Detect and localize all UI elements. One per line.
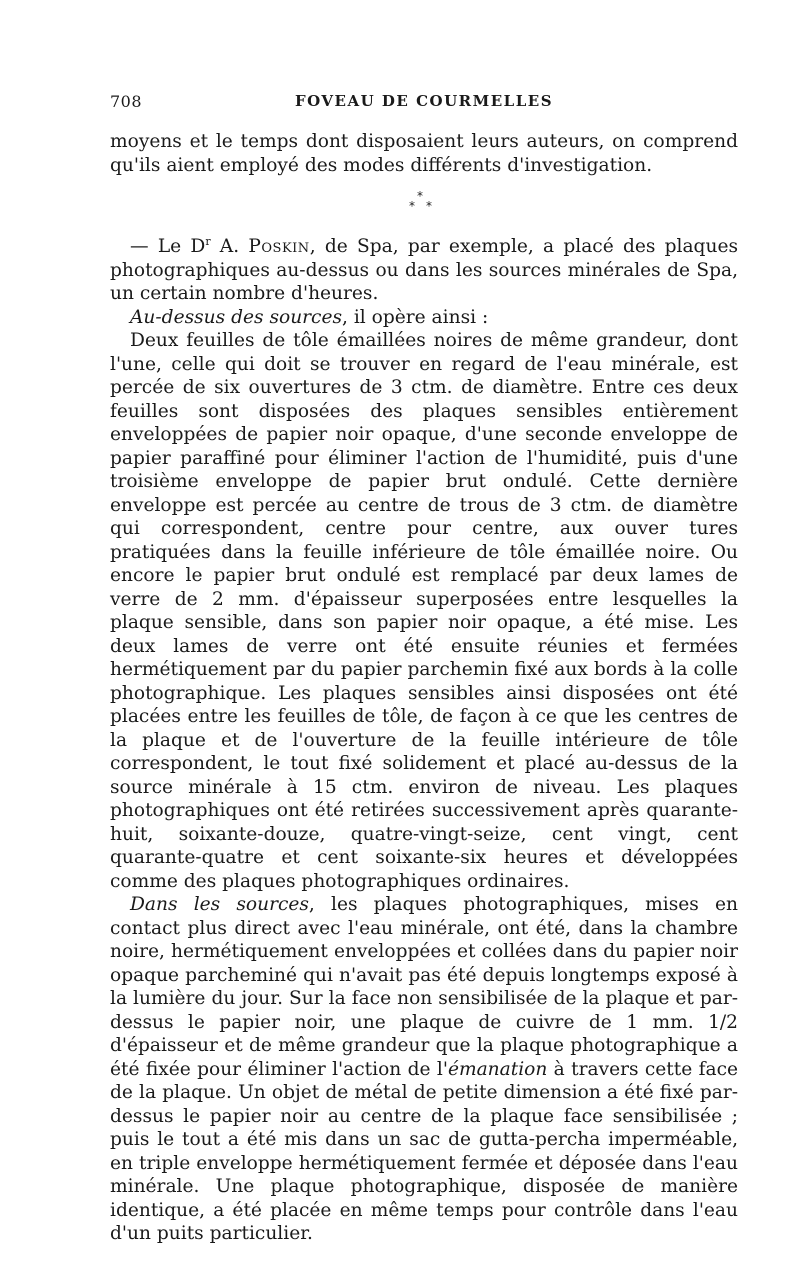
book-page	[110, 92, 738, 1246]
doctor-superscript: r	[205, 234, 211, 248]
italic-word-emanation: émanation	[447, 1058, 548, 1080]
poskin-initial: A.	[210, 236, 249, 257]
asterism-star-right: *	[426, 199, 432, 213]
section-break-asterism	[110, 177, 738, 235]
above-sources-rest: , il opère ainsi :	[342, 306, 489, 328]
in-sources-end: à travers cette face de la plaque. Un objet de métal de petite dimension a été fixé par-dessus le papier noir au centre de la plaque face sensibilisée ; puis le tout a été mis dans un sac de gutta-percha imperméable, en triple enveloppe hermétiquement fermée et déposée dans l'eau minérale. Une plaque photographique, disposée de manière identique, a été placée en même temps pour contrôle dans l'eau d'un puits particulier.	[110, 1058, 738, 1244]
poskin-prefix: — Le D	[130, 236, 206, 257]
in-sources-middle: , les plaques photographiques, mises en contact plus direct avec l'eau minérale, ont été, dans la chambre noire, hermétiquement enveloppées et collées dans du papier noir opaque parcheminé qui n'avait pas été depuis longtemps exposé à la lumière du jour. Sur la face non sensibilisée de la plaque et par-dessus le papier noir, une plaque de cuivre de 1 mm. 1/2 d'épaisseur et de même grandeur que la plaque photographique a été fixée pour éliminer l'action de l'	[110, 894, 738, 1080]
running-title: FOVEAU DE COURMELLES	[294, 92, 554, 110]
paragraph-continuation: moyens et le temps dont disposaient leurs auteurs, on comprend qu'ils aient employé des modes différents d'investigation.	[110, 131, 738, 176]
author-name-poskin: Poskin	[248, 236, 310, 257]
paragraph-method-description: Deux feuilles de tôle émaillées noires de même grandeur, dont l'une, celle qui doit se trouver en regard de l'eau minérale, est percée de six ouvertures de 3 ctm. de diamètre. Entre ces deux feuilles sont disposées des plaques sensibles entièrement enveloppées de papier noir opaque, d'une seconde enveloppe de papier paraffiné pour éliminer l'action de l'humidité, puis d'une troisième enveloppe de papier brut ondulé. Cette dernière enveloppe est percée au centre de trous de 3 ctm. de diamètre qui correspondent, centre pour centre, aux ouver tures pratiquées dans la feuille inférieure de tôle émaillée noire. Ou encore le papier brut ondulé est remplacé par deux lames de verre de 2 mm. d'épaisseur superposées entre lesquelles la plaque sensible, dans son papier noir opaque, a été mise. Les deux lames de verre ont été ensuite réunies et fermées hermétiquement par du papier parchemin fixé aux bords à la colle photographique. Les plaques sensibles ainsi disposées ont été placées entre les feuilles de tôle, de façon à ce que les centres de la plaque et de l'ouverture de la feuille intérieure de tôle correspondent, le tout fixé solidement et placé au-dessus de la source minérale à 15 ctm. environ de niveau. Les plaques photographiques ont été retirées successivement après quarante-huit, soixante-douze, quatre-vingt-seize, cent vingt, cent quarante-quatre et cent soixante-six heures et développées comme des plaques photographiques ordinaires.	[110, 330, 738, 892]
italic-heading-above-sources: Au-dessus des sources	[130, 306, 343, 328]
poskin-rest: , de Spa, par exemple, a placé des plaques photographiques au-dessus ou dans les sources minérales de Spa, un certain nombre d'heures.	[110, 236, 738, 304]
paragraph-in-sources	[110, 893, 738, 1246]
paragraph-poskin	[110, 235, 738, 306]
paragraph-above-sources	[110, 306, 738, 330]
asterism-star-left: *	[409, 199, 415, 213]
asterism-star-top: *	[417, 189, 423, 203]
page-number: 708	[110, 92, 143, 111]
page-header	[110, 92, 738, 114]
italic-heading-in-sources: Dans les sources	[130, 894, 309, 915]
